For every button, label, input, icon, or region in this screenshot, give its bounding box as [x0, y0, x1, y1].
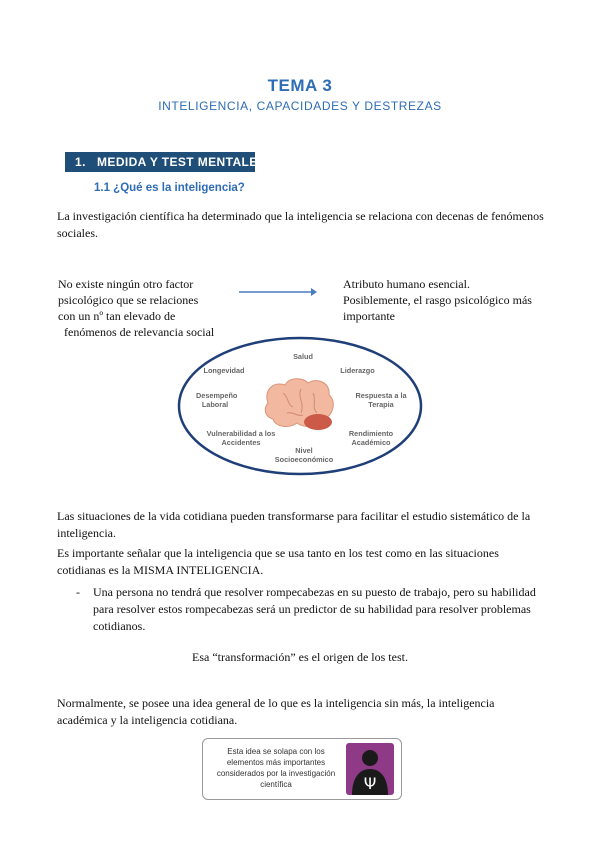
left-note: [58, 276, 243, 340]
right-note-line: importante: [343, 309, 395, 323]
center-note: Esa “transformación” es el origen de los test.: [192, 650, 408, 664]
diagram-label-vulnerabilidad: Vulnerabilidad a los Accidentes: [206, 429, 276, 447]
section-label: MEDIDA Y TEST MENTALES: [97, 155, 267, 169]
paragraph-3: Normalmente, se posee una idea general de lo que es la inteligencia sin más, la inteligencia académica y la inteligencia cotidiana.: [57, 696, 495, 727]
right-note-line: Posiblemente, el rasgo psicológico más: [343, 293, 532, 307]
left-note-line: fenómenos de relevancia social: [64, 325, 215, 339]
paragraph-2: Es importante señalar que la inteligencia que se usa tanto en los test como en las situaciones cotidianas es la MISMA INTELIGENCIA.: [57, 546, 499, 577]
right-note-line: Atributo humano esencial.: [343, 277, 470, 291]
right-note: [343, 276, 563, 324]
diagram-label-respuesta: Respuesta a la Terapia: [355, 391, 407, 409]
right-arrow-icon: [237, 286, 317, 298]
person-icon: [346, 743, 394, 795]
diagram-label-rendimiento: Rendimiento Académico: [348, 429, 394, 447]
section-heading: [65, 152, 267, 172]
diagram-label-nivel: Nivel Socioeconómico: [274, 446, 334, 464]
diagram-label-salud: Salud: [293, 352, 313, 361]
page-subtitle: INTELIGENCIA, CAPACIDADES Y DESTREZAS: [158, 99, 442, 113]
left-note-line: psicológico que se relaciones: [58, 293, 199, 307]
diagram-label-longevidad: Longevidad: [203, 366, 245, 375]
intro-paragraph: La investigación científica ha determinado que la inteligencia se relaciona con decenas de fenómenos sociales.: [57, 209, 544, 240]
paragraph-1: Las situaciones de la vida cotidiana pueden transformarse para facilitar el estudio sistemático de la inteligencia.: [57, 509, 531, 540]
left-note-line: con un nº tan elevado de: [58, 309, 176, 323]
brain-icon: [265, 379, 333, 430]
bullet-text: Una persona no tendrá que resolver rompecabezas en su puesto de trabajo, pero su habilidad para resolver estos rompecabezas será un predictor de su habilidad para resolver problemas cotidianos.: [93, 585, 536, 633]
psychology-person-icon: [346, 743, 394, 795]
diagram-label-desempeno: Desempeño Laboral: [196, 391, 238, 409]
left-note-line: No existe ningún otro factor: [58, 277, 194, 291]
subsection-heading: 1.1 ¿Qué es la inteligencia?: [94, 182, 245, 194]
bullet-marker: -: [76, 585, 80, 599]
svg-text:Ψ: Ψ: [363, 774, 377, 793]
page-title: TEMA 3: [267, 76, 333, 95]
diagram-label-liderazgo: Liderazgo: [340, 366, 375, 375]
callout-text: Esta idea se solapa con los elementos más importantes considerados por la investigación científica: [216, 747, 336, 789]
section-number: 1.: [75, 155, 86, 169]
